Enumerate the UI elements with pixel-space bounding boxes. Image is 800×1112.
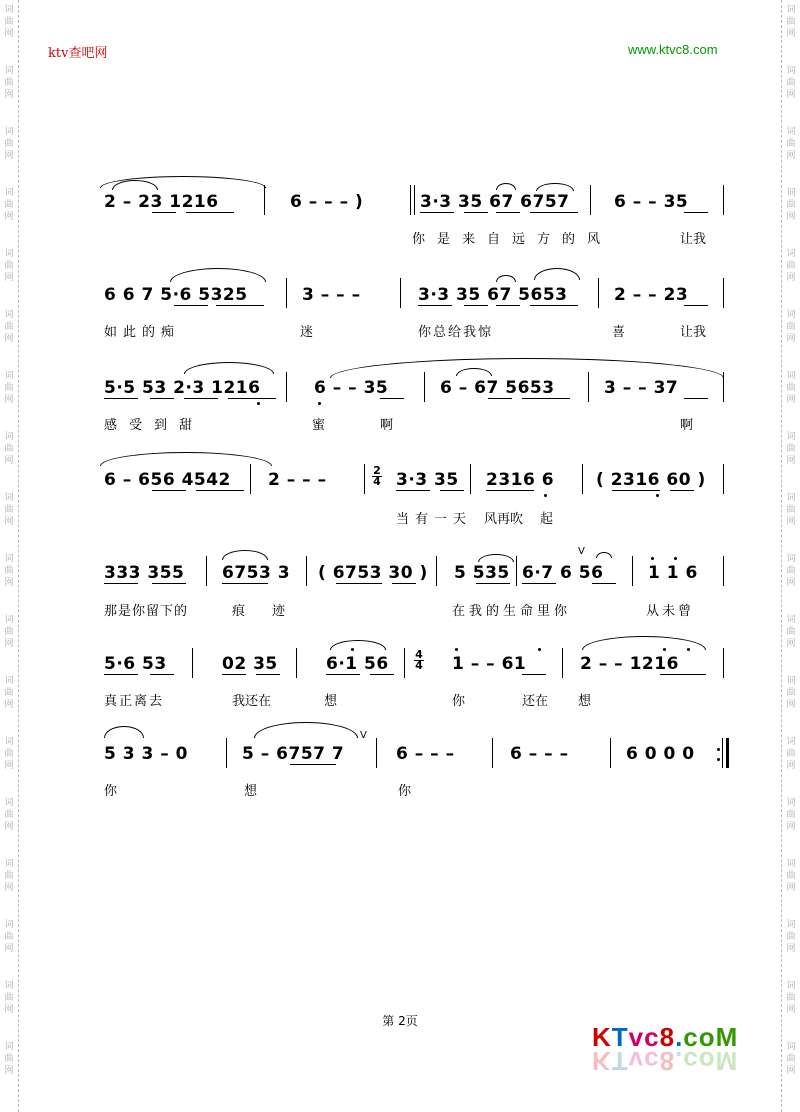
slur-mark xyxy=(222,550,268,560)
measure-notes: 2 – – 23 xyxy=(614,285,689,305)
side-watermark-glyphs: 词 曲 网 xyxy=(4,798,14,832)
beam-line xyxy=(684,212,708,213)
logo-letter-t: T xyxy=(611,1022,629,1052)
measure-notes: 6 – – 35 xyxy=(614,192,689,212)
octave-dot xyxy=(663,648,666,651)
site-url-header[interactable]: www.ktvc8.com xyxy=(628,42,718,57)
slur-mark xyxy=(330,358,724,378)
octave-dot xyxy=(651,557,654,560)
lyric-line: 痕 xyxy=(232,604,246,619)
time-signature xyxy=(414,650,424,671)
bar-line xyxy=(723,278,724,308)
beam-line xyxy=(150,398,174,399)
measure-notes: 3·3 35 xyxy=(396,470,459,490)
beam-line xyxy=(256,674,280,675)
time-signature-top: 4 xyxy=(415,648,423,661)
lyric-line: 在我的生命里你 xyxy=(452,604,572,619)
beam-line xyxy=(392,583,416,584)
side-watermark-glyphs: 词 曲 网 xyxy=(786,188,796,222)
measure-notes: 02 35 xyxy=(222,654,278,674)
measure-notes: ( 6753 30 ) xyxy=(318,563,428,583)
tie-mark xyxy=(536,183,574,191)
bar-line xyxy=(306,556,307,586)
measure-notes: 3 – – 37 xyxy=(604,378,679,398)
site-name-header[interactable]: ktv查吧网 xyxy=(48,46,108,61)
measure-notes: 333 355 xyxy=(104,563,185,583)
logo-reflection: KTvc8.coM xyxy=(592,1046,739,1076)
side-watermark-glyphs: 词 曲 网 xyxy=(786,66,796,100)
side-watermark-glyphs: 词 曲 网 xyxy=(4,920,14,954)
left-margin-strip xyxy=(0,0,19,1112)
beam-line xyxy=(152,212,176,213)
beam-line xyxy=(464,212,488,213)
beam-line xyxy=(496,212,520,213)
beam-line xyxy=(174,305,208,306)
beam-line xyxy=(184,398,218,399)
measure-notes: 3 – – – xyxy=(302,285,361,305)
beam-line xyxy=(670,490,694,491)
lyric-line: 你总给我惊 xyxy=(418,325,494,340)
beam-line xyxy=(420,212,454,213)
bar-line xyxy=(632,556,633,586)
side-watermark-glyphs: 词 曲 网 xyxy=(786,310,796,344)
bar-line xyxy=(296,648,297,678)
beam-line xyxy=(196,490,244,491)
measure-notes: 2316 6 xyxy=(486,470,555,490)
slur-mark xyxy=(100,452,272,466)
octave-dot xyxy=(687,648,690,651)
slur-mark xyxy=(170,268,266,282)
time-signature-bottom: 4 xyxy=(415,659,423,672)
side-watermark-glyphs: 词 曲 网 xyxy=(786,737,796,771)
side-watermark-glyphs: 词 曲 网 xyxy=(786,676,796,710)
bar-line xyxy=(192,648,193,678)
logo-dot: . xyxy=(675,1022,684,1052)
lyric-line: 想 xyxy=(244,784,258,799)
beam-line xyxy=(216,305,264,306)
bar-line xyxy=(286,278,287,308)
beam-line xyxy=(290,764,336,765)
lyric-line: 风再吹 xyxy=(484,512,524,527)
bar-line xyxy=(723,185,724,215)
lyric-line: 迹 xyxy=(272,604,286,619)
lyric-line: 你 xyxy=(398,784,412,799)
lyric-line: 当有一天 xyxy=(396,512,473,527)
beam-line xyxy=(396,490,430,491)
beam-line xyxy=(222,583,268,584)
lyric-line: 啊 xyxy=(380,418,394,433)
octave-dot xyxy=(351,648,354,651)
bar-line xyxy=(723,464,724,494)
tie-mark xyxy=(478,554,514,562)
side-watermark-glyphs: 词 曲 网 xyxy=(4,615,14,649)
side-watermark-glyphs: 词 曲 网 xyxy=(4,676,14,710)
accent-mark: V xyxy=(578,546,585,557)
beam-line xyxy=(612,490,660,491)
side-watermark-glyphs: 词 曲 网 xyxy=(786,493,796,527)
measure-notes: 6 – 656 4542 xyxy=(104,470,231,490)
lyric-line: 迷 xyxy=(300,325,314,340)
time-signature-bottom: 4 xyxy=(373,475,381,488)
bar-line xyxy=(400,278,401,308)
beam-line xyxy=(326,674,360,675)
beam-line xyxy=(486,490,534,491)
measure-notes: 6 – – 35 xyxy=(314,378,389,398)
side-watermark-glyphs: 词 曲 网 xyxy=(786,920,796,954)
tie-mark xyxy=(596,552,612,558)
lyric-line: 你 xyxy=(452,694,466,709)
beam-line xyxy=(222,674,246,675)
lyric-line: 喜 xyxy=(612,325,626,340)
side-watermark-glyphs: 词 曲 网 xyxy=(4,249,14,283)
beam-line xyxy=(104,583,138,584)
logo-letters-vc: vc xyxy=(628,1022,660,1052)
measure-notes: 2 – – – xyxy=(268,470,327,490)
final-bar-line xyxy=(726,738,729,768)
side-watermark-glyphs: 词 曲 网 xyxy=(786,1042,796,1076)
measure-notes: 2 – – 1216 xyxy=(580,654,679,674)
side-watermark-glyphs: 词 曲 网 xyxy=(4,1042,14,1076)
side-watermark-glyphs: 词 曲 网 xyxy=(4,371,14,405)
octave-dot xyxy=(656,494,659,497)
octave-dot xyxy=(318,402,321,405)
bar-line xyxy=(436,556,437,586)
bar-line xyxy=(376,738,377,768)
bar-line xyxy=(590,185,591,215)
beam-line xyxy=(522,583,556,584)
beam-line xyxy=(152,490,186,491)
bar-line xyxy=(562,648,563,678)
lyric-line: 那是你留下的 xyxy=(104,604,189,619)
lyric-line: 啊 xyxy=(680,418,694,433)
side-watermark-glyphs: 词 曲 网 xyxy=(4,981,14,1015)
bar-line xyxy=(404,648,405,678)
logo-digit-8: 8 xyxy=(659,1022,676,1052)
measure-notes: 6 – – – xyxy=(510,744,569,764)
time-signature-top: 2 xyxy=(373,464,381,477)
beam-line xyxy=(418,305,452,306)
slur-mark xyxy=(184,362,274,374)
lyric-line: 如此的痴 xyxy=(104,325,181,340)
measure-notes: 1 – – 61 xyxy=(452,654,527,674)
bar-line xyxy=(492,738,493,768)
tie-mark xyxy=(496,183,516,190)
octave-dot xyxy=(674,557,677,560)
measure-notes: 6753 3 xyxy=(222,563,291,583)
lyric-line: 想 xyxy=(578,694,592,709)
beam-line xyxy=(496,305,520,306)
right-margin-strip xyxy=(781,0,800,1112)
lyric-line: 从未曾 xyxy=(646,604,695,619)
measure-notes: 6·7 6 56 xyxy=(522,563,604,583)
measure-notes: 2 – 23 1216 xyxy=(104,192,219,212)
measure-notes: 5 – 6757 7 xyxy=(242,744,345,764)
lyric-line: 感受到甜 xyxy=(104,418,205,433)
measure-notes: 3·3 35 67 5653 xyxy=(418,285,568,305)
bar-line xyxy=(723,648,724,678)
side-watermark-glyphs: 词 曲 网 xyxy=(786,432,796,466)
bar-line xyxy=(610,738,611,768)
slur-mark xyxy=(104,726,144,738)
bar-line xyxy=(516,556,517,586)
side-watermark-glyphs: 词 曲 网 xyxy=(786,859,796,893)
side-watermark-glyphs: 词 曲 网 xyxy=(4,66,14,100)
measure-notes: ( 2316 60 ) xyxy=(596,470,706,490)
bar-line xyxy=(286,372,287,402)
side-watermark-glyphs: 词 曲 网 xyxy=(4,310,14,344)
bar-line xyxy=(410,185,411,215)
beam-line xyxy=(464,305,488,306)
measure-notes: 6·1 56 xyxy=(326,654,389,674)
octave-dot xyxy=(538,648,541,651)
lyric-line: 想 xyxy=(324,694,338,709)
logo-letters-com: coM xyxy=(683,1022,739,1052)
beam-line xyxy=(104,398,138,399)
bar-line xyxy=(470,464,471,494)
beam-line xyxy=(660,674,706,675)
side-watermark-glyphs: 词 曲 网 xyxy=(4,5,14,39)
accent-mark: V xyxy=(360,730,367,741)
side-watermark-glyphs: 词 曲 网 xyxy=(786,615,796,649)
side-watermark-glyphs: 词 曲 网 xyxy=(786,249,796,283)
beam-line xyxy=(370,674,394,675)
side-watermark-glyphs: 词 曲 网 xyxy=(4,188,14,222)
beam-line xyxy=(684,305,708,306)
beam-line xyxy=(522,674,546,675)
bar-line xyxy=(598,278,599,308)
lyric-line: 还在 xyxy=(522,694,549,709)
measure-notes: 1 1 6 xyxy=(648,563,698,583)
bar-line xyxy=(588,372,589,402)
repeat-dot xyxy=(717,748,720,751)
bar-line xyxy=(414,185,415,215)
slur-mark xyxy=(534,268,580,280)
beam-line xyxy=(186,212,234,213)
side-watermark-glyphs: 词 曲 网 xyxy=(786,371,796,405)
beam-line xyxy=(522,398,570,399)
lyric-line: 你是来自远方的风 xyxy=(412,232,613,247)
lyric-line: 真正离去 xyxy=(104,694,165,709)
bar-line xyxy=(250,464,251,494)
lyric-line: 让我 xyxy=(680,232,707,247)
slur-mark xyxy=(330,640,386,650)
beam-line xyxy=(488,398,512,399)
bar-line xyxy=(364,464,365,494)
side-watermark-glyphs: 词 曲 网 xyxy=(4,859,14,893)
bar-line xyxy=(264,185,265,215)
side-watermark-glyphs: 词 曲 网 xyxy=(786,554,796,588)
site-logo[interactable] xyxy=(592,1022,752,1082)
lyric-line: 你 xyxy=(104,784,118,799)
beam-line xyxy=(336,583,382,584)
beam-line xyxy=(228,398,276,399)
tie-mark xyxy=(496,275,516,282)
bar-line xyxy=(722,738,723,768)
side-watermark-glyphs: 词 曲 网 xyxy=(4,737,14,771)
repeat-dot xyxy=(717,758,720,761)
measure-notes: 6 – – – xyxy=(396,744,455,764)
measure-notes: 6 – 67 5653 xyxy=(440,378,555,398)
lyric-line: 起 xyxy=(540,512,554,527)
bar-line xyxy=(723,372,724,402)
side-watermark-glyphs: 词 曲 网 xyxy=(786,127,796,161)
octave-dot xyxy=(544,494,547,497)
bar-line xyxy=(424,372,425,402)
side-watermark-glyphs: 词 曲 网 xyxy=(786,981,796,1015)
side-watermark-glyphs: 词 曲 网 xyxy=(4,127,14,161)
measure-notes: 5 535 xyxy=(454,563,510,583)
octave-dot xyxy=(257,402,260,405)
lyric-line: 让我 xyxy=(680,325,707,340)
beam-line xyxy=(684,398,708,399)
beam-line xyxy=(592,583,616,584)
measure-notes: 5·6 53 xyxy=(104,654,167,674)
measure-notes: 5·5 53 2·3 1216 xyxy=(104,378,261,398)
measure-notes: 5 3 3 – 0 xyxy=(104,744,188,764)
octave-dot xyxy=(455,648,458,651)
beam-line xyxy=(440,490,464,491)
measure-notes: 3·3 35 67 6757 xyxy=(420,192,570,212)
logo-letter-k: K xyxy=(592,1022,612,1052)
time-signature xyxy=(372,466,382,487)
measure-notes: 6 6 7 5·6 5325 xyxy=(104,285,248,305)
side-watermark-glyphs: 词 曲 网 xyxy=(4,554,14,588)
beam-line xyxy=(530,212,578,213)
side-watermark-glyphs: 词 曲 网 xyxy=(4,493,14,527)
beam-line xyxy=(104,674,138,675)
bar-line xyxy=(723,556,724,586)
slur-mark xyxy=(254,722,358,738)
beam-line xyxy=(152,583,186,584)
bar-line xyxy=(226,738,227,768)
lyric-line: 蜜 xyxy=(312,418,326,433)
lyric-line: 我还在 xyxy=(232,694,272,709)
measure-notes: 6 0 0 0 xyxy=(626,744,695,764)
beam-line xyxy=(530,305,578,306)
beam-line xyxy=(150,674,174,675)
side-watermark-glyphs: 词 曲 网 xyxy=(4,432,14,466)
bar-line xyxy=(206,556,207,586)
beam-line xyxy=(476,583,510,584)
side-watermark-glyphs: 词 曲 网 xyxy=(786,5,796,39)
measure-notes: 6 – – – ) xyxy=(290,192,364,212)
bar-line xyxy=(582,464,583,494)
page-number: 第 2页 xyxy=(382,1014,418,1028)
side-watermark-glyphs: 词 曲 网 xyxy=(786,798,796,832)
beam-line xyxy=(380,398,404,399)
